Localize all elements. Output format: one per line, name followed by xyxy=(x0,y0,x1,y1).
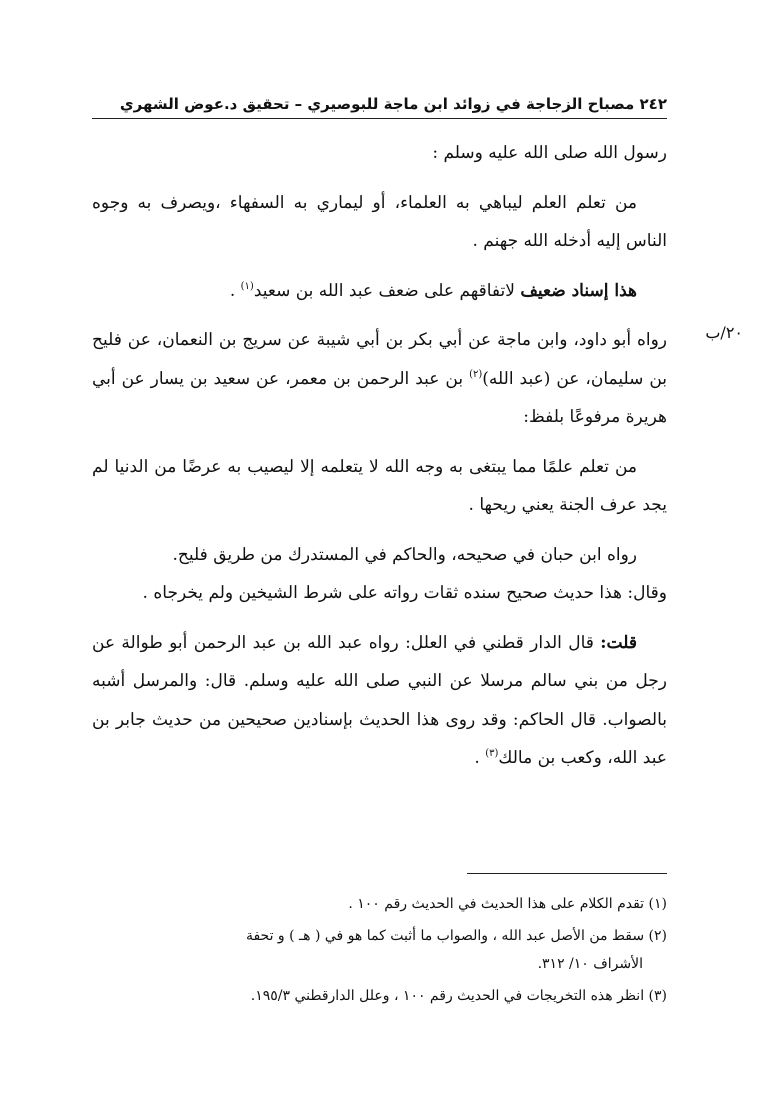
main-text xyxy=(92,134,667,778)
paragraph-2: من تعلم العلم ليباهي به العلماء، أو ليماري به السفهاء ،ويصرف به وجوه الناس إليه أدخله الله جهنم . xyxy=(92,192,667,251)
paragraph-3: هذا إسناد ضعيف لاتفاقهم على ضعف عبد الله بن سعيد$^{(١)}$ . xyxy=(229,280,637,301)
qultu-label: قلت: xyxy=(600,632,637,653)
footnote-2: (٢) سقط من الأصل عبد الله ، والصواب ما أثبت كما هو في ( هـ ) و تحفة الأشراف ١٠/ ٣١٢. xyxy=(245,928,667,972)
header-rule xyxy=(92,118,667,119)
paragraph-3-text: لاتفاقهم على ضعف عبد الله بن سعيد xyxy=(253,280,515,301)
paragraph-4: رواه أبو داود، وابن ماجة عن أبي بكر بن أبي شيبة عن سريج بن النعمان، عن فليح بن سليمان، عن (عبد الله)$^{(٢)}$ بن عبد الرحمن بن معمر، عن سعيد بن يسار عن أبي هريرة مرفوعًا بلفظ: xyxy=(92,330,668,427)
paragraph-7: وقال: هذا حديث صحيح سنده ثقات رواته على شرط الشيخين ولم يخرجاه . xyxy=(142,583,667,603)
paragraph-5: من تعلم علمًا مما يبتغى به وجه الله لا يتعلمه إلا ليصيب به عرضًا من الدنيا لم يجد عرف الجنة يعني ريحها . xyxy=(92,456,667,515)
paragraph-6: رواه ابن حبان في صحيحه، والحاكم في المستدرك من طريق فليح. xyxy=(172,544,637,565)
header-title: ٢٤٢ مصباح الزجاجة في زوائد ابن ماجة للبوصيري – تحقيق د.عوض الشهري xyxy=(119,95,667,113)
footnote-1: (١) تقدم الكلام على هذا الحديث في الحديث رقم ١٠٠ . xyxy=(348,896,667,912)
isnad-weak-label: هذا إسناد ضعيف xyxy=(520,280,637,301)
footnote-3: (٣) انظر هذه التخريجات في الحديث رقم ١٠٠ ، وعلل الدارقطني ١٩٥/٣. xyxy=(250,988,667,1004)
paragraph-8: قلت: قال الدار قطني في العلل: رواه عبد الله بن عبد الرحمن أبو طوالة عن رجل من بني سالم مرسلا عن النبي صلى الله عليه وسلم. قال: والمرسل أشبه بالصواب. قال الحاكم: وقد روى هذا الحديث بإسنادين صحيحين من حديث جابر بن عبد الله، وكعب بن مالك$^{(٣)}$ . xyxy=(92,632,667,768)
footnotes xyxy=(92,890,667,1014)
footnote-ref-2[interactable]: (٢) xyxy=(469,368,483,380)
footnote-ref-1[interactable]: (١) xyxy=(240,280,254,292)
footnote-separator xyxy=(467,873,667,874)
paragraph-1: رسول الله صلى الله عليه وسلم : xyxy=(432,143,667,163)
footnote-ref-3[interactable]: (٣) xyxy=(485,748,499,759)
margin-folio-note: ٢٠/ب xyxy=(705,323,743,342)
